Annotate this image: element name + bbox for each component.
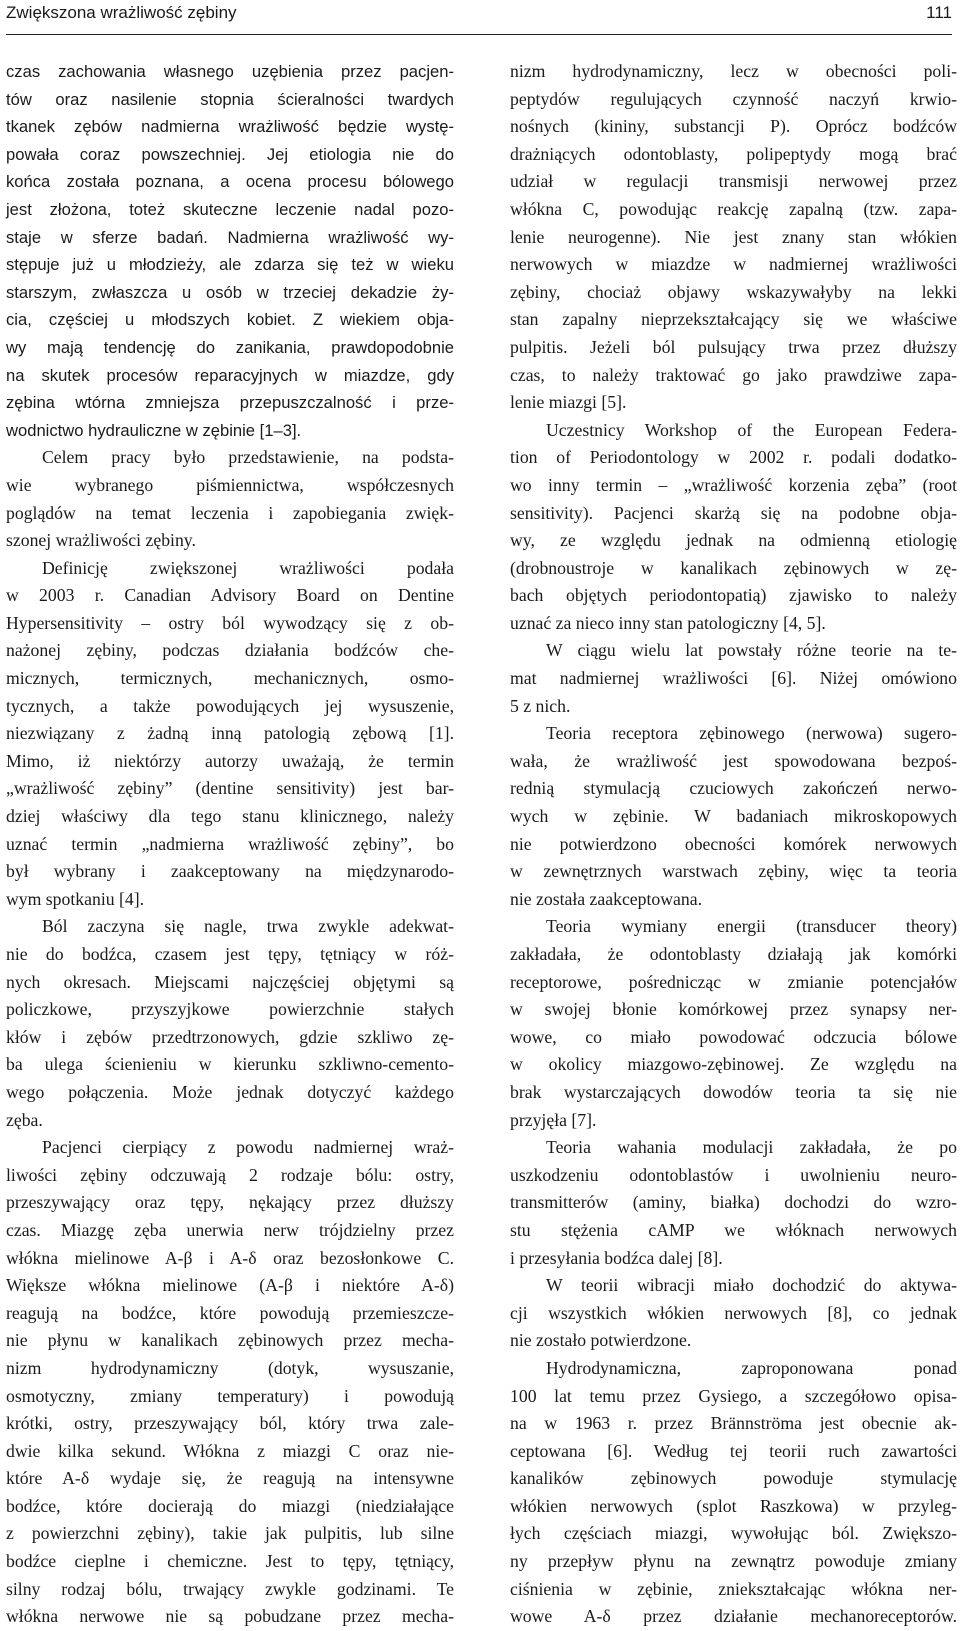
text-line: 5 z nich. (510, 695, 571, 716)
text-line: Mimo, iż niektórzy autorzy uważają, że termin (6, 750, 454, 771)
text-line: wym spotkaniu [4]. (6, 888, 145, 909)
text-line: Hypersensitivity – ostry ból wywodzący się z ob- (6, 612, 454, 633)
text-line: bodźce cieplne i chemiczne. Jest to tępy, tętniący, (6, 1551, 454, 1572)
text-line: stu stężenia cAMP we włóknach nerwowych (510, 1219, 957, 1240)
text-line: dziej właściwy dla tego stanu klinicznego, należy (6, 806, 454, 827)
text-line: transmitterów (aminy, białka) dochodzi do wzro- (510, 1192, 957, 1213)
text-line: wy mają tendencję do zanikania, prawdopodobnie (6, 337, 454, 357)
text-line: wy, ze względu jednak na odmienną etiologię (510, 530, 957, 551)
text-line: ba ulega ścienieniu w kierunku szkliwno-cemento- (6, 1054, 454, 1075)
text-line: lenie miazgi [5]. (510, 392, 627, 413)
text-line: udział w regulacji transmisji nerwowej przez (510, 171, 957, 192)
text-line: i przesyłania bodźca dalej [8]. (510, 1247, 723, 1268)
text-line: nie została zaakceptowana. (510, 888, 702, 909)
text-line: końca została poznana, a ocena procesu bólowego (6, 172, 454, 192)
text-line: stan zapalny nieprzekształcający się we właściwe (510, 309, 957, 330)
text-line: Uczestnicy Workshop of the European Federa- (546, 419, 957, 440)
text-line: wego połączenia. Może jednak dotyczyć każdego (6, 1081, 454, 1102)
text-line: na skutek procesów reparacyjnych w miazdze, gdy (6, 365, 454, 385)
text-line: na w 1963 r. przez Brännströma jest obecnie ak- (510, 1413, 957, 1434)
text-line: poglądów na temat leczenia i zapobiegania zwięk- (6, 502, 454, 523)
text-line: stępuje już u młodzieży, ale zdarza się też w wieku (6, 255, 454, 275)
text-line: Definicję zwiększonej wrażliwości podała (42, 557, 454, 578)
text-line: tkanek zębów nadmierna wrażliwość będzie wystę- (6, 117, 454, 137)
text-line: tion of Periodontology w 2002 r. podali dodatko- (510, 447, 957, 468)
text-line: pulpitis. Jeżeli ból pulsujący trwa przez dłuższy (510, 336, 957, 357)
text-line: był wybrany i zaakceptowany na międzynarodo- (6, 861, 454, 882)
text-line: włókien nerwowych (splot Raszkowa) w przyleg- (510, 1495, 957, 1516)
text-line: jest złożona, toteż skuteczne leczenie nadal pozo- (6, 199, 454, 219)
text-line: przyjęła [7]. (510, 1109, 597, 1130)
text-line: silny rodzaj bólu, trwający zwykle godzinami. Te (6, 1578, 454, 1599)
text-line: wych w zębinie. W badaniach mikroskopowych (510, 806, 957, 827)
text-line: nie do bodźca, czasem jest tępy, tętniący w róż- (6, 944, 454, 964)
text-line: ny przepływ płynu na zewnątrz powoduje zmiany (510, 1551, 957, 1572)
text-line: Większe włókna mielinowe (A-β i niektóre A-δ) (6, 1275, 454, 1296)
text-line: powała coraz powszechniej. Jej etiologia nie do (6, 144, 454, 164)
text-line: tów oraz nasilenie stopnia ścieralności twardych (6, 89, 454, 109)
text-line: wie wybranego piśmiennictwa, współczesnych (6, 474, 454, 495)
text-line: w 2003 r. Canadian Advisory Board on Dentine (6, 585, 454, 606)
text-line: wodnictwo hydrauliczne w zębinie [1–3]. (6, 420, 302, 440)
text-line: cia, częściej u młodszych kobiet. Z wiekiem obja- (6, 310, 454, 330)
text-line: kanalików zębinowych powoduje stymulację (510, 1468, 957, 1489)
text-line: wowe, co miało powodować odczucia bólowe (510, 1026, 957, 1047)
text-line: kłów i zębów przedtrzonowych, gdzie szkliwo zę- (6, 1026, 454, 1047)
running-title: Zwiększona wrażliwość zębiny (6, 3, 237, 22)
text-line: czas zachowania własnego uzębienia przez pacjen- (6, 62, 454, 81)
text-line: „wrażliwość zębiny” (dentine sensitivity) jest bar- (6, 778, 454, 799)
text-line: drażniących odontoblasty, polipeptydy mogą brać (510, 143, 957, 164)
text-line: włókna mielinowe A-β i A-δ oraz bezosłonkowe C. (6, 1247, 454, 1268)
text-line: Teoria wahania modulacji zakładała, że po (546, 1137, 957, 1158)
text-line: peptydów regulujących czynność naczyń krwio- (510, 88, 957, 109)
text-line: Pacjenci cierpiący z powodu nadmiernej wraż- (42, 1137, 454, 1158)
text-line: mat nadmiernej wrażliwości [6]. Niżej omówiono (510, 668, 957, 689)
text-line: Ból zaczyna się nagle, trwa zwykle adekwat- (42, 916, 454, 937)
text-line: Celem pracy było przedstawienie, na podsta- (42, 447, 454, 468)
text-line: wała, że wrażliwość jest spowodowana bezpoś- (510, 750, 957, 771)
text-line: krótki, ostry, przeszywający ból, który trwa zale- (6, 1413, 454, 1434)
text-line: ceptowana [6]. Według tej teorii ruch zawartości (510, 1440, 957, 1461)
text-line: reagują na bodźce, które powodują przemieszcze- (6, 1302, 454, 1323)
text-line: Hydrodynamiczna, zaproponowana ponad (546, 1357, 957, 1378)
text-line: cji wszystkich włókien nerwowych [8], co jednak (510, 1302, 957, 1323)
text-line: bach objętych periodontopatią) zjawisko to należy (510, 585, 957, 606)
text-line: w zewnętrznych warstwach zębiny, więc ta teoria (510, 861, 957, 882)
text-line: z powierzchni zębiny), takie jak pulpitis, lub silne (6, 1523, 454, 1544)
text-line: nizm hydrodynamiczny (dotyk, wysuszanie, (6, 1357, 454, 1378)
text-line: zakładała, że odontoblasty działają jak komórki (510, 944, 957, 964)
page-number: 111 (926, 3, 952, 22)
text-line: starszym, zwłaszcza u osób w trzeciej dekadzie ży- (6, 282, 454, 302)
text-line: W teorii wibracji miało dochodzić do aktywa- (546, 1275, 957, 1296)
text-line: uznać termin „nadmierna wrażliwość zębiny”, bo (6, 833, 454, 854)
text-line: włókna nerwowe nie są pobudzane przez mecha- (6, 1606, 454, 1627)
text-line: zęba. (6, 1109, 43, 1130)
text-line: receptorowe, pośrednicząc w zmianie potencjałów (510, 971, 957, 992)
text-line: czas. Miazgę zęba unerwia nerw trójdzielny przez (6, 1219, 454, 1240)
text-line: nizm hydrodynamiczny, lecz w obecności poli- (510, 61, 957, 81)
text-column-left (6, 58, 454, 1631)
text-line: w swojej błonie komórkowej przez synapsy ner- (510, 999, 957, 1020)
text-line: ciśnienia w zębinie, zniekształcając włókna ner- (510, 1578, 957, 1599)
text-line: osmotyczny, zmiany temperatury) i powodują (6, 1385, 454, 1406)
text-line: Teoria wymiany energii (transducer theory) (546, 916, 957, 937)
text-line: (drobnoustroje w kanalikach zębinowych w zę- (510, 557, 957, 578)
page-header (6, 0, 952, 35)
text-line: tycznych, a także powodujących jej wysuszenie, (6, 695, 454, 716)
text-line: dwie kilka sekund. Włókna z miazgi C oraz nie- (6, 1440, 454, 1461)
text-line: W ciągu wielu lat powstały różne teorie na te- (546, 640, 957, 661)
text-line: nie potwierdzono obecności komórek nerwowych (510, 833, 957, 854)
text-line: które A-δ wydaje się, że reagują na intensywne (6, 1468, 454, 1489)
text-line: Teoria receptora zębinowego (nerwowa) sugero- (546, 723, 957, 744)
text-line: nych okresach. Miejscami najczęściej objętymi są (6, 971, 454, 992)
text-line: zębina wtórna zmniejsza przepuszczalność i prze- (6, 393, 454, 413)
text-line: uszkodzeniu odontoblastów i uwolnieniu neuro- (510, 1164, 957, 1185)
text-line: nie płynu w kanalikach zębinowych przez mecha- (6, 1330, 454, 1351)
text-line: lenie neurogenne). Nie jest znany stan włókien (510, 226, 957, 247)
text-line: uznać za nieco inny stan patologiczny [4, 5]. (510, 612, 826, 633)
text-line: przeszywający oraz tępy, nękający przez dłuższy (6, 1192, 454, 1213)
text-line: sensitivity). Pacjenci skarżą się na podobne obja- (510, 502, 957, 523)
text-line: w okolicy miazgowo-zębinowej. Ze względu na (510, 1054, 957, 1075)
text-line: brak wystarczających dowodów teoria ta się nie (510, 1081, 957, 1102)
text-line: rednią stymulacją czuciowych zakończeń nerwo- (510, 778, 957, 799)
text-line: liwości zębiny odczuwają 2 rodzaje bólu: ostry, (6, 1164, 454, 1185)
text-line: bodźce, które docierają do miazgi (niedziałające (6, 1495, 454, 1516)
text-line: czas, to należy traktować go jako prawdziwe zapa- (510, 364, 957, 385)
text-line: nażonej zębiny, podczas działania bodźców che- (6, 640, 454, 661)
text-line: wowe A-δ przez działanie mechanoreceptorów. (510, 1606, 957, 1627)
text-line: micznych, termicznych, mechanicznych, osmo- (6, 668, 454, 689)
text-line: zębiny, chociaż objawy wskazywałyby na lekki (510, 281, 957, 302)
text-line: wo inny termin – „wrażliwość korzenia zęba” (root (510, 474, 957, 495)
text-line: policzkowe, przyszyjkowe powierzchnie stałych (6, 999, 454, 1020)
text-line: szonej wrażliwości zębiny. (6, 530, 196, 551)
text-line: włókna C, powodując reakcję zapalną (tzw. zapa- (510, 198, 957, 219)
text-line: staje w sferze badań. Nadmierna wrażliwość wy- (6, 227, 454, 247)
text-line: łych częściach miazgi, wywołując ból. Zwiększo- (510, 1523, 957, 1544)
text-line: niezwiązany z żadną inną patologią zębową [1]. (6, 723, 454, 744)
text-line: nośnych (kininy, substancji P). Oprócz bodźców (510, 116, 957, 137)
text-line: 100 lat temu przez Gysiego, a szczegółowo opisa- (510, 1385, 957, 1406)
text-column-right (510, 58, 957, 1631)
text-line: nie zostało potwierdzone. (510, 1330, 692, 1351)
text-line: nerwowych w miazdze w nadmiernej wrażliwości (510, 254, 957, 275)
